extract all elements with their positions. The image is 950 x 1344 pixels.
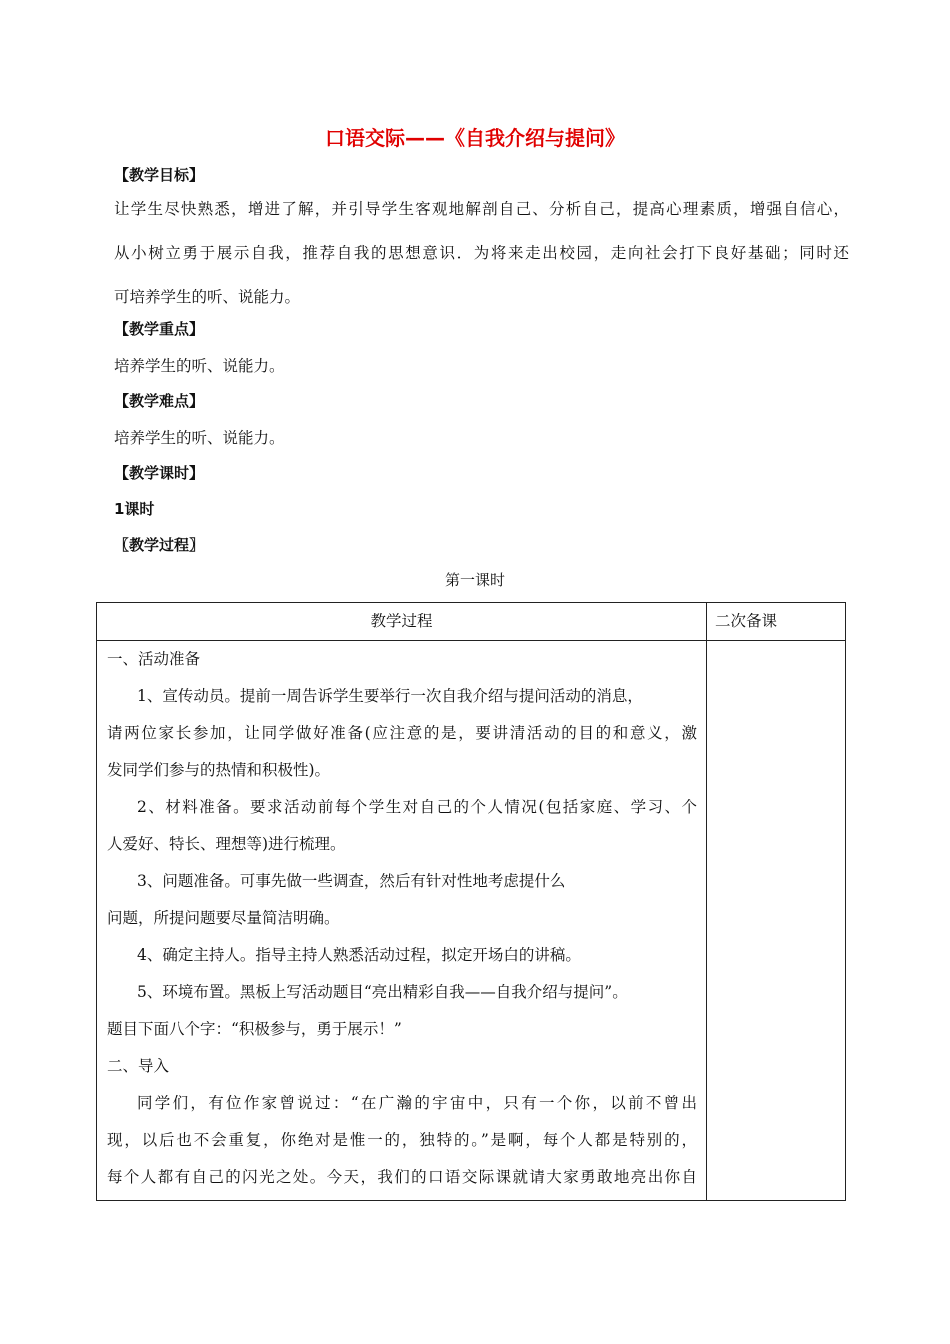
process-line: 一、活动准备 — [107, 650, 201, 668]
process-line: 题目下面八个字：“积极参与，勇于展示！” — [107, 1020, 402, 1038]
process-line: 2、材料准备。要求活动前每个学生对自己的个人情况(包括家庭、学习、个 — [137, 798, 697, 816]
process-line: 现，以后也不会重复，你绝对是惟一的，独特的。”是啊，每个人都是特别的， — [107, 1131, 697, 1149]
document-title: 口语交际——《自我介绍与提问》 — [325, 126, 625, 150]
process-line: 3、问题准备。可事先做一些调查，然后有针对性地考虑提什么 — [137, 872, 566, 890]
objective-paragraph — [114, 187, 849, 319]
teaching-process-content — [107, 641, 697, 1196]
hours-text: 1课时 — [114, 500, 155, 518]
objective-line: 从小树立勇于展示自我，推荐自我的思想意识．为将来走出校园，走向社会打下良好基础；同时还 — [114, 244, 849, 262]
header-teaching-process: 教学过程 — [370, 612, 433, 630]
difficulty-heading: 【教学难点】 — [114, 392, 205, 410]
objective-line: 可培养学生的听、说能力。 — [114, 288, 301, 306]
difficulty-text: 培养学生的听、说能力。 — [114, 429, 285, 447]
focus-heading: 【教学重点】 — [114, 320, 205, 338]
process-line: 人爱好、特长、理想等)进行梳理。 — [107, 835, 346, 853]
process-line: 二、导入 — [107, 1057, 170, 1075]
process-line: 1、宣传动员。提前一周告诉学生要举行一次自我介绍与提问活动的消息， — [137, 687, 643, 705]
header-second-prep: 二次备课 — [715, 612, 778, 630]
objective-heading: 【教学目标】 — [114, 166, 205, 184]
process-line: 5、环境布置。黑板上写活动题目“亮出精彩自我——自我介绍与提问”。 — [137, 983, 628, 1001]
process-line: 发同学们参与的热情和积极性)。 — [107, 761, 331, 779]
lesson-table — [96, 602, 846, 1201]
process-line: 4、确定主持人。指导主持人熟悉活动过程，拟定开场白的讲稿。 — [137, 946, 581, 964]
objective-line: 让学生尽快熟悉，增进了解，并引导学生客观地解剖自己、分析自己，提高心理素质，增强自信心， — [114, 200, 849, 218]
process-line: 每个人都有自己的闪光之处。今天，我们的口语交际课就请大家勇敢地亮出你自 — [107, 1168, 697, 1186]
focus-text: 培养学生的听、说能力。 — [114, 357, 285, 375]
lesson-label: 第一课时 — [444, 571, 505, 589]
hours-heading: 【教学课时】 — [114, 464, 205, 482]
process-heading: 〖教学过程〗 — [114, 536, 205, 554]
process-line: 同学们，有位作家曾说过：“在广瀚的宇宙中，只有一个你，以前不曾出 — [137, 1094, 697, 1112]
process-line: 请两位家长参加，让同学做好准备(应注意的是，要讲清活动的目的和意义，激 — [107, 724, 697, 742]
column-divider — [706, 603, 707, 1200]
process-line: 问题，所提问题要尽量简洁明确。 — [107, 909, 340, 927]
